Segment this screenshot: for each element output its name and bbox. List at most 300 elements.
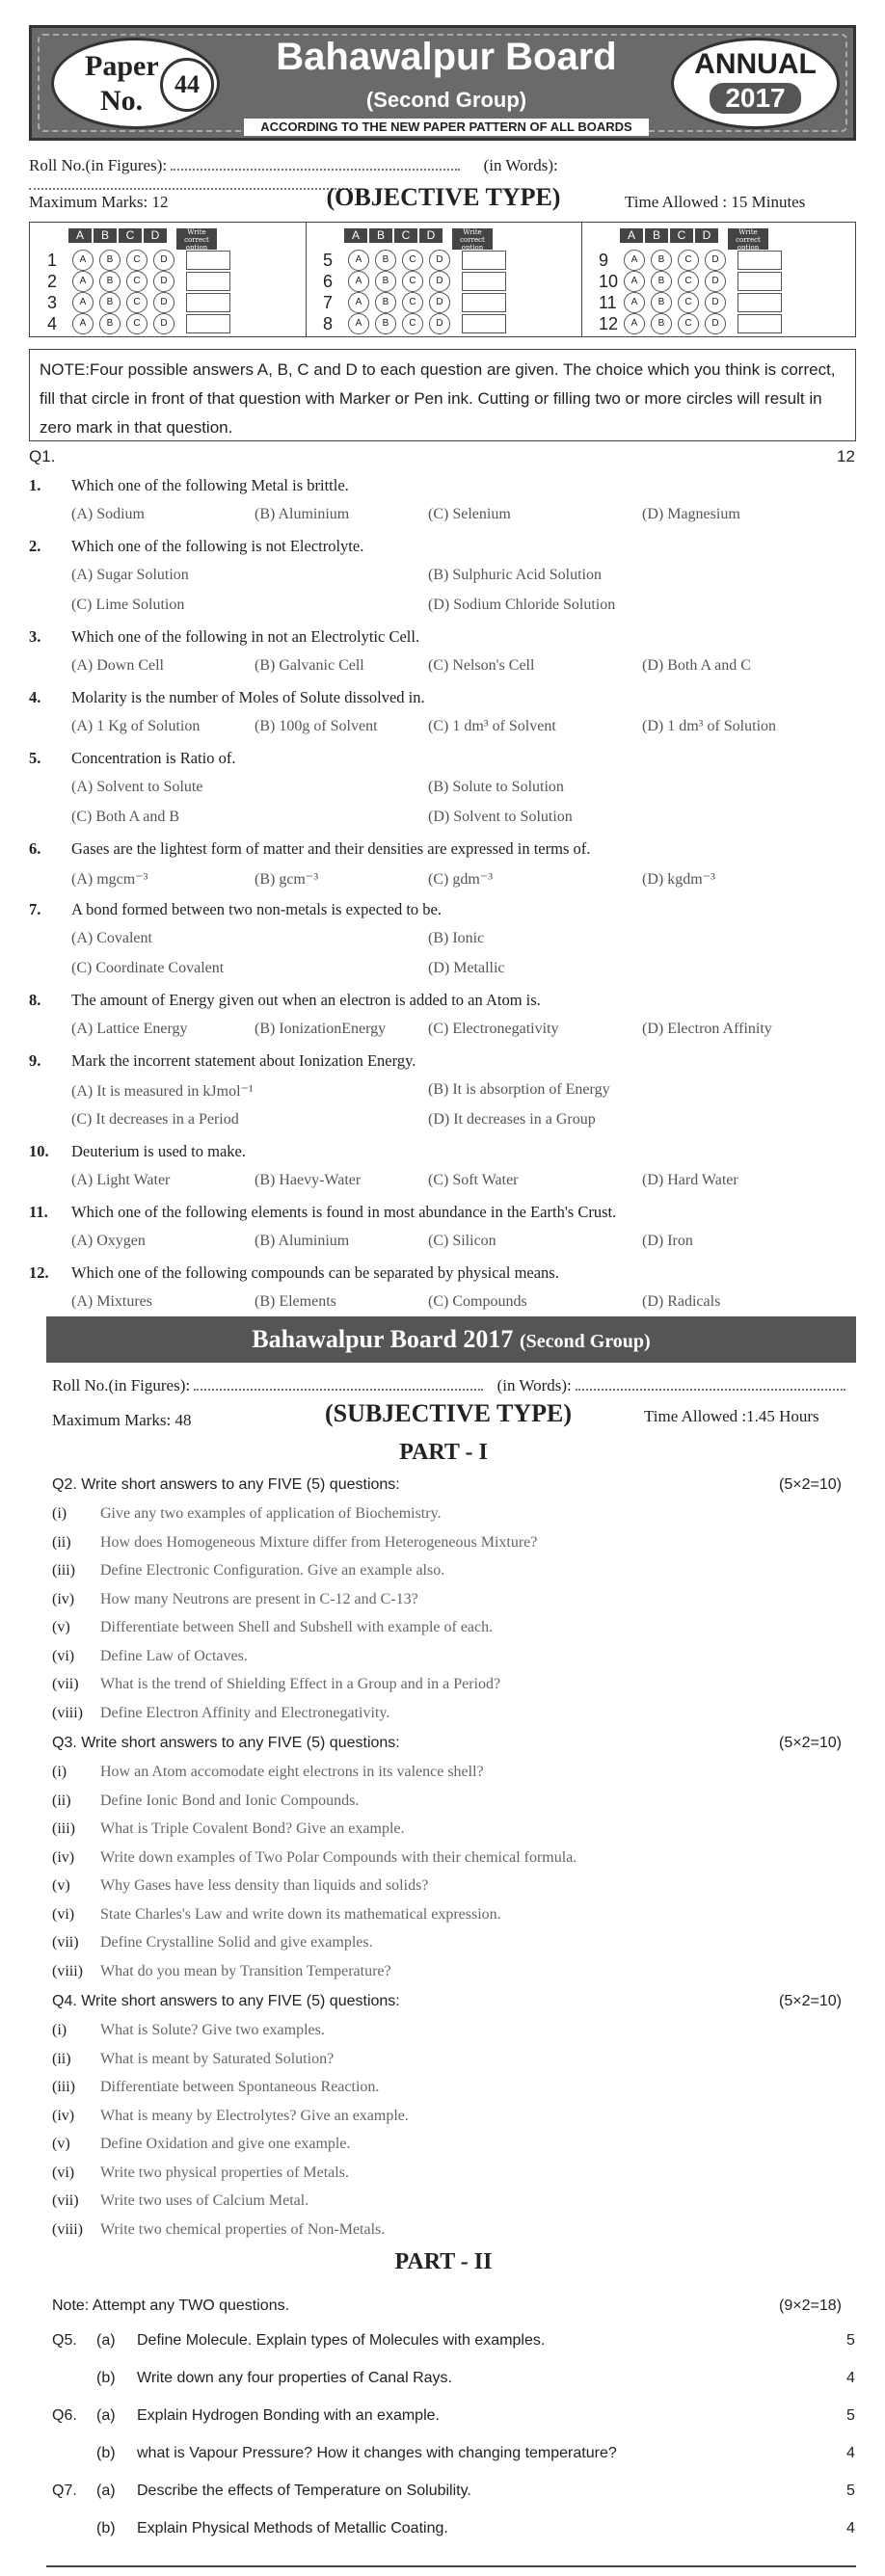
mcq-question: Mark the incorrent statement about Ionization Energy. [71,1051,416,1070]
grid-row [47,313,230,334]
sub-time-allowed: Time Allowed :1.45 Hours [644,1407,819,1425]
subjective-group: (Second Group) [519,1331,651,1352]
words-label: (in Words): [483,156,558,174]
short-question [52,1648,248,1665]
mcq-option: (D) Solvent to Solution [428,809,573,825]
short-question-text: Define Electronic Configuration. Give an example also. [100,1562,445,1579]
short-question-number: (iii) [52,1562,75,1579]
long-question-part: (b) [96,2370,116,2386]
answer-bubble-c[interactable]: C [126,271,148,292]
mcq-option: (C) Nelson's Cell [428,657,535,674]
q2-marks: (5×2=10) [779,1476,842,1493]
sub-words-label: (in Words): [496,1376,572,1394]
mcq-option: (B) Sulphuric Acid Solution [428,567,602,583]
short-question-number: (vii) [52,1676,79,1692]
short-question-number: (viii) [52,1704,83,1721]
grid-row [599,292,782,313]
answer-bubble-a[interactable]: A [624,250,645,271]
q3-heading: Q3. Write short answers to any FIVE (5) questions: [52,1735,400,1751]
short-question [52,2136,350,2153]
mcq-option: (C) Silicon [428,1233,496,1249]
answer-box[interactable] [186,314,230,333]
long-question-text: what is Vapour Pressure? How it changes with changing temperature? [137,2445,617,2461]
answer-bubble-c[interactable]: C [402,250,423,271]
answer-bubble-b[interactable]: B [99,292,121,313]
mcq-option: (D) kgdm⁻³ [642,871,715,888]
short-question-number: (v) [52,1877,70,1894]
grid-row-number: 3 [47,292,58,312]
part-2-heading: PART - II [394,2249,493,2274]
roll-label: Roll No.(in Figures): [29,156,168,174]
sub-max-marks: Maximum Marks: 48 [52,1411,192,1429]
answer-bubble-c[interactable]: C [678,292,699,313]
mcq-option: (B) Solute to Solution [428,779,564,795]
grid-row [47,271,230,292]
paper-number: 44 [160,58,214,112]
answer-box[interactable] [738,251,782,270]
mcq-option: (B) 100g of Solvent [255,718,378,734]
short-question-number: (v) [52,1619,70,1635]
short-question [52,2051,334,2068]
annual-label: ANNUAL [694,48,817,80]
long-question-number: Q6. [52,2407,77,2424]
grid-header-a: A [620,228,643,243]
grid-row-number: 12 [599,313,619,333]
grid-header-b: B [645,228,668,243]
mcq-question: A bond formed between two non-metals is expected to be. [71,900,442,918]
grid-row-number: 8 [323,313,334,333]
short-question-text: Differentiate between Spontaneous Reaction. [100,2079,380,2095]
mcq-question: Molarity is the number of Moles of Solute dissolved in. [71,688,425,706]
mcq-option: (C) Electronegativity [428,1021,559,1037]
short-question-text: Why Gases have less density than liquids and solids? [100,1877,429,1894]
q2-heading: Q2. Write short answers to any FIVE (5) questions: [52,1476,400,1493]
mcq-question: Gases are the lightest form of matter and their densities are expressed in terms of. [71,839,591,858]
mcq-number: 7. [29,900,41,918]
sub-roll-label: Roll No.(in Figures): [52,1376,191,1394]
short-question-number: (v) [52,2136,70,2152]
grid-header-d: D [419,228,442,243]
short-question-number: (i) [52,1505,67,1522]
short-question-text: Write two chemical properties of Non-Metals. [100,2220,386,2238]
long-question-text: Define Molecule. Explain types of Molecules with examples. [137,2332,546,2349]
mcq-option: (C) Coordinate Covalent [71,960,225,976]
mcq-option: (B) gcm⁻³ [255,871,319,888]
q4-heading: Q4. Write short answers to any FIVE (5) questions: [52,1993,400,2009]
short-question [52,1562,444,1580]
short-question-text: What do you mean by Transition Temperature? [100,1962,391,1979]
mcq-option: (B) Aluminium [255,1233,350,1249]
mcq-number: 11. [29,1203,48,1221]
answer-bubble-c[interactable]: C [402,292,423,313]
mcq-number: 2. [29,537,41,555]
header-banner [29,25,856,141]
short-question-text: How does Homogeneous Mixture differ from Heterogeneous Mixture? [100,1533,538,1551]
answer-box[interactable] [462,272,506,291]
short-question-text: Write down examples of Two Polar Compounds with their chemical formula. [100,1848,577,1866]
grid-box-header: Write correct option [452,228,493,250]
paper-number-badge [51,38,220,129]
answer-bubble-b[interactable]: B [99,271,121,292]
answer-bubble-d[interactable]: D [705,271,726,292]
answer-bubble-a[interactable]: A [72,292,94,313]
long-question-part: (b) [96,2445,116,2461]
objective-title: (OBJECTIVE TYPE) [326,183,561,211]
answer-bubble-d[interactable]: D [429,292,450,313]
grid-row-number: 10 [599,271,619,291]
short-question [52,1934,373,1952]
answer-bubble-d[interactable]: D [705,250,726,271]
mcq-option: (B) Aluminium [255,506,350,522]
long-question-text: Describe the effects of Temperature on Solubility. [137,2483,471,2499]
grid-row-number: 2 [47,271,58,291]
short-question-text: What is Solute? Give two examples. [100,2022,325,2038]
mcq-option: (C) It decreases in a Period [71,1111,239,1128]
mcq-option: (C) Compounds [428,1293,527,1310]
answer-bubble-c[interactable]: C [678,271,699,292]
answer-box[interactable] [462,251,506,270]
mcq-option: (C) gdm⁻³ [428,871,494,888]
answer-bubble-a[interactable]: A [348,250,369,271]
short-question [52,1591,418,1608]
grid-row [47,292,230,313]
short-question-number: (vi) [52,2164,75,2181]
mcq-option: (B) IonizationEnergy [255,1021,387,1037]
grid-row-number: 4 [47,313,58,333]
short-question-text: What is the trend of Shielding Effect in a Group and in a Period? [100,1676,501,1692]
answer-box[interactable] [186,293,230,312]
long-question-part: (a) [96,2332,116,2349]
grid-box-header: Write correct option [728,228,768,250]
answer-box[interactable] [738,314,782,333]
mcq-option: (A) Lattice Energy [71,1021,188,1037]
short-question-number: (iv) [52,1848,75,1866]
mcq-option: (A) It is measured in kJmol⁻¹ [71,1083,254,1100]
long-question-part: (b) [96,2520,116,2536]
mcq-number: 9. [29,1051,41,1070]
grid-row-number: 11 [599,292,617,312]
mcq-question: The amount of Energy given out when an electron is added to an Atom is. [71,991,541,1009]
mcq-option: (A) 1 Kg of Solution [71,718,201,734]
answer-bubble-a[interactable]: A [72,271,94,292]
subjective-banner [46,1316,856,1363]
mcq-option: (B) Ionic [428,930,485,946]
short-question-number: (iii) [52,2079,75,2095]
mcq-option: (A) Covalent [71,930,152,946]
short-question-number: (i) [52,1764,67,1780]
short-question [52,1676,500,1693]
answer-bubble-d[interactable]: D [153,292,174,313]
short-question-text: What is meant by Saturated Solution? [100,2050,335,2067]
mcq-option: (A) Light Water [71,1172,171,1188]
mcq-option: (D) 1 dm³ of Solution [642,718,777,734]
mcq-option: (D) It decreases in a Group [428,1111,596,1128]
short-question [52,2192,308,2210]
part-2-marks: (9×2=18) [779,2297,842,2314]
answer-box[interactable] [186,251,230,270]
mcq-option: (C) Selenium [428,506,511,522]
answer-bubble-a[interactable]: A [624,271,645,292]
answer-bubble-b[interactable]: B [375,313,396,334]
grid-header-a: A [68,228,92,243]
mcq-option: (A) Down Cell [71,657,164,674]
answer-bubble-a[interactable]: A [348,292,369,313]
grid-row [323,250,506,271]
answer-bubble-a[interactable]: A [624,292,645,313]
long-question-marks: 4 [846,2370,855,2386]
answer-box[interactable] [738,272,782,291]
mcq-option: (A) Sugar Solution [71,567,189,583]
short-question [52,1534,537,1552]
grid-row-number: 6 [323,271,334,291]
long-question-part: (a) [96,2407,116,2424]
short-question-text: Give any two examples of application of Biochemistry. [100,1505,442,1522]
short-question [52,1877,428,1895]
short-question-text: Differentiate between Shell and Subshell with example of each. [100,1619,494,1635]
answer-bubble-b[interactable]: B [99,250,121,271]
answer-bubble-b[interactable]: B [375,292,396,313]
grid-row [323,271,506,292]
mcq-option: (B) Elements [255,1293,336,1310]
mcq-question: Which one of the following is not Electrolyte. [71,537,364,555]
short-question [52,1705,389,1722]
short-question-text: Write two physical properties of Metals. [100,2164,349,2181]
answer-bubble-d[interactable]: D [429,271,450,292]
answer-bubble-a[interactable]: A [348,271,369,292]
mcq-option: (C) Soft Water [428,1172,519,1188]
short-question [52,1906,501,1924]
bottom-rule [46,2565,856,2567]
mcq-option: (D) Magnesium [642,506,740,522]
answer-bubble-b[interactable]: B [375,271,396,292]
grid-row [47,250,230,271]
short-question-number: (iv) [52,1590,75,1607]
mcq-question: Which one of the following elements is found in most abundance in the Earth's Crust. [71,1203,617,1221]
mcq-number: 8. [29,991,41,1009]
short-question-text: State Charles's Law and write down its mathematical expression. [100,1905,501,1923]
short-question [52,2022,325,2039]
short-question-number: (vi) [52,1647,75,1664]
mcq-question: Which one of the following Metal is brittle. [71,476,349,494]
grid-header [68,228,217,250]
short-question-number: (ii) [52,2050,71,2067]
pattern-bar: ACCORDING TO THE NEW PAPER PATTERN OF ALL BOARDS [244,119,649,136]
part-2-note: Note: Attempt any TWO questions. [52,2297,290,2314]
grid-header-d: D [695,228,718,243]
answer-bubble-c[interactable]: C [126,313,148,334]
short-question [52,2221,385,2239]
short-question-text: Define Electron Affinity and Electronegativity. [100,1704,390,1721]
mcq-number: 12. [29,1263,49,1282]
answer-bubble-d[interactable]: D [153,313,174,334]
mcq-option: (A) mgcm⁻³ [71,871,148,888]
grid-row-number: 7 [323,292,334,312]
mcq-option: (D) Iron [642,1233,693,1249]
board-title: Bahawalpur Board [276,36,617,78]
short-question-text: Define Ionic Bond and Ionic Compounds. [100,1792,360,1809]
mcq-question: Deuterium is used to make. [71,1142,247,1160]
short-question [52,1793,359,1810]
mcq-number: 5. [29,749,41,767]
answer-bubble-a[interactable]: A [624,313,645,334]
mcq-option: (D) Electron Affinity [642,1021,772,1037]
grid-header-b: B [369,228,392,243]
mcq-number: 10. [29,1142,49,1160]
short-question [52,1505,442,1523]
q3-marks: (5×2=10) [779,1735,842,1751]
mcq-option: (B) Haevy-Water [255,1172,362,1188]
short-question-text: Define Oxidation and give one example. [100,2136,351,2152]
answer-bubble-b[interactable]: B [651,271,672,292]
short-question-number: (iii) [52,1820,75,1837]
mcq-question: Concentration is Ratio of. [71,749,236,767]
answer-bubble-c[interactable]: C [126,250,148,271]
grid-header-c: C [119,228,142,243]
short-question-number: (vii) [52,2192,79,2209]
mcq-option: (D) Hard Water [642,1172,738,1188]
long-question-text: Explain Hydrogen Bonding with an example. [137,2407,440,2424]
answer-box[interactable] [186,272,230,291]
part-1-heading: PART - I [399,1440,488,1465]
short-question [52,2108,409,2125]
mcq-option: (D) Metallic [428,960,505,976]
short-question-number: (vi) [52,1905,75,1923]
max-marks: Maximum Marks: 12 [29,193,169,211]
answer-bubble-d[interactable]: D [705,313,726,334]
mcq-question: Which one of the following compounds can be separated by physical means. [71,1263,559,1282]
short-question-number: (iv) [52,2107,75,2124]
answer-bubble-c[interactable]: C [678,250,699,271]
short-question-number: (viii) [52,1962,83,1979]
short-question-number: (vii) [52,1934,79,1951]
short-question [52,1764,484,1781]
answer-bubble-a[interactable]: A [72,250,94,271]
short-question-number: (viii) [52,2220,83,2238]
answer-bubble-d[interactable]: D [429,313,450,334]
long-question-text: Write down any four properties of Canal Rays. [137,2370,452,2386]
answer-bubble-grid [29,222,856,337]
mcq-option: (C) Lime Solution [71,597,185,613]
mcq-option: (A) Solvent to Solute [71,779,203,795]
short-question [52,1820,405,1838]
answer-bubble-a[interactable]: A [72,313,94,334]
grid-header [620,228,768,250]
long-question-number: Q5. [52,2332,77,2349]
grid-header [344,228,493,250]
q4-marks: (5×2=10) [779,1993,842,2009]
answer-bubble-d[interactable]: D [153,271,174,292]
grid-header-d: D [144,228,167,243]
answer-bubble-b[interactable]: B [99,313,121,334]
mcq-option: (A) Oxygen [71,1233,146,1249]
long-question-marks: 5 [846,2483,855,2499]
sub-roll-number-line [52,1376,856,1395]
answer-bubble-b[interactable]: B [651,250,672,271]
long-question-marks: 5 [846,2407,855,2424]
short-question [52,2164,349,2182]
grid-row [599,271,782,292]
answer-bubble-d[interactable]: D [429,250,450,271]
grid-box-header: Write correct option [176,228,217,250]
mcq-option: (A) Mixtures [71,1293,152,1310]
grid-row [323,292,506,313]
mcq-option: (D) Both A and C [642,657,751,674]
short-question-text: How an Atom accomodate eight electrons in its valence shell? [100,1764,484,1780]
answer-bubble-a[interactable]: A [348,313,369,334]
short-question [52,2079,379,2096]
grid-header-c: C [394,228,417,243]
long-question-number: Q7. [52,2483,77,2499]
instructions-note: NOTE:Four possible answers A, B, C and D to each question are given. The choice which you think is correct, fill that circle in front of that question with Marker or Pen ink. Cutting or filling two or more circles will result in zero mark in that question. [29,349,856,441]
answer-bubble-c[interactable]: C [402,271,423,292]
mcq-option: (D) Sodium Chloride Solution [428,597,616,613]
paper-label: Paper [85,50,159,82]
grid-row-number: 1 [47,250,58,270]
mcq-number: 1. [29,476,41,494]
answer-box[interactable] [738,293,782,312]
time-allowed: Time Allowed : 15 Minutes [625,193,806,211]
sub-roll-words-field[interactable] [576,1389,845,1391]
grid-header-b: B [94,228,117,243]
mcq-option: (B) It is absorption of Energy [428,1081,610,1098]
annual-badge [671,38,840,129]
mcq-option: (D) Radicals [642,1293,721,1310]
grid-header-c: C [670,228,693,243]
answer-bubble-b[interactable]: B [375,250,396,271]
roll-figures-field[interactable] [171,169,460,171]
group-label: (Second Group) [365,88,527,112]
short-question-text: Define Law of Octaves. [100,1647,248,1664]
answer-bubble-c[interactable]: C [678,313,699,334]
year-label: 2017 [710,83,800,114]
subjective-title: (SUBJECTIVE TYPE) [325,1399,572,1427]
short-question [52,1963,391,1980]
mcq-option: (C) 1 dm³ of Solvent [428,718,556,734]
short-question-text: How many Neutrons are present in C-12 and C-13? [100,1590,418,1607]
short-question [52,1619,493,1636]
paper-no-label: No. [100,85,144,117]
answer-bubble-d[interactable]: D [153,250,174,271]
answer-box[interactable] [462,314,506,333]
answer-bubble-b[interactable]: B [651,313,672,334]
sub-roll-figures-field[interactable] [194,1389,483,1391]
grid-row [599,250,782,271]
mcq-option: (C) Both A and B [71,809,180,825]
long-question-part: (a) [96,2483,116,2499]
mcq-number: 3. [29,627,41,646]
long-question-marks: 4 [846,2445,855,2461]
answer-bubble-c[interactable]: C [126,292,148,313]
short-question-number: (ii) [52,1533,71,1551]
short-question-text: What is Triple Covalent Bond? Give an example. [100,1820,405,1837]
answer-box[interactable] [462,293,506,312]
grid-row [323,313,506,334]
grid-row [599,313,782,334]
short-question-number: (i) [52,2022,67,2038]
short-question-text: What is meany by Electrolytes? Give an example. [100,2107,409,2124]
long-question-marks: 4 [846,2520,855,2536]
mcq-number: 4. [29,688,41,706]
grid-row-number: 5 [323,250,334,270]
answer-bubble-d[interactable]: D [705,292,726,313]
grid-header-a: A [344,228,367,243]
short-question [52,1849,577,1867]
short-question-number: (ii) [52,1792,71,1809]
answer-bubble-c[interactable]: C [402,313,423,334]
q1-label: Q1. [29,447,56,465]
answer-bubble-b[interactable]: B [651,292,672,313]
q1-marks: 12 [837,447,855,465]
